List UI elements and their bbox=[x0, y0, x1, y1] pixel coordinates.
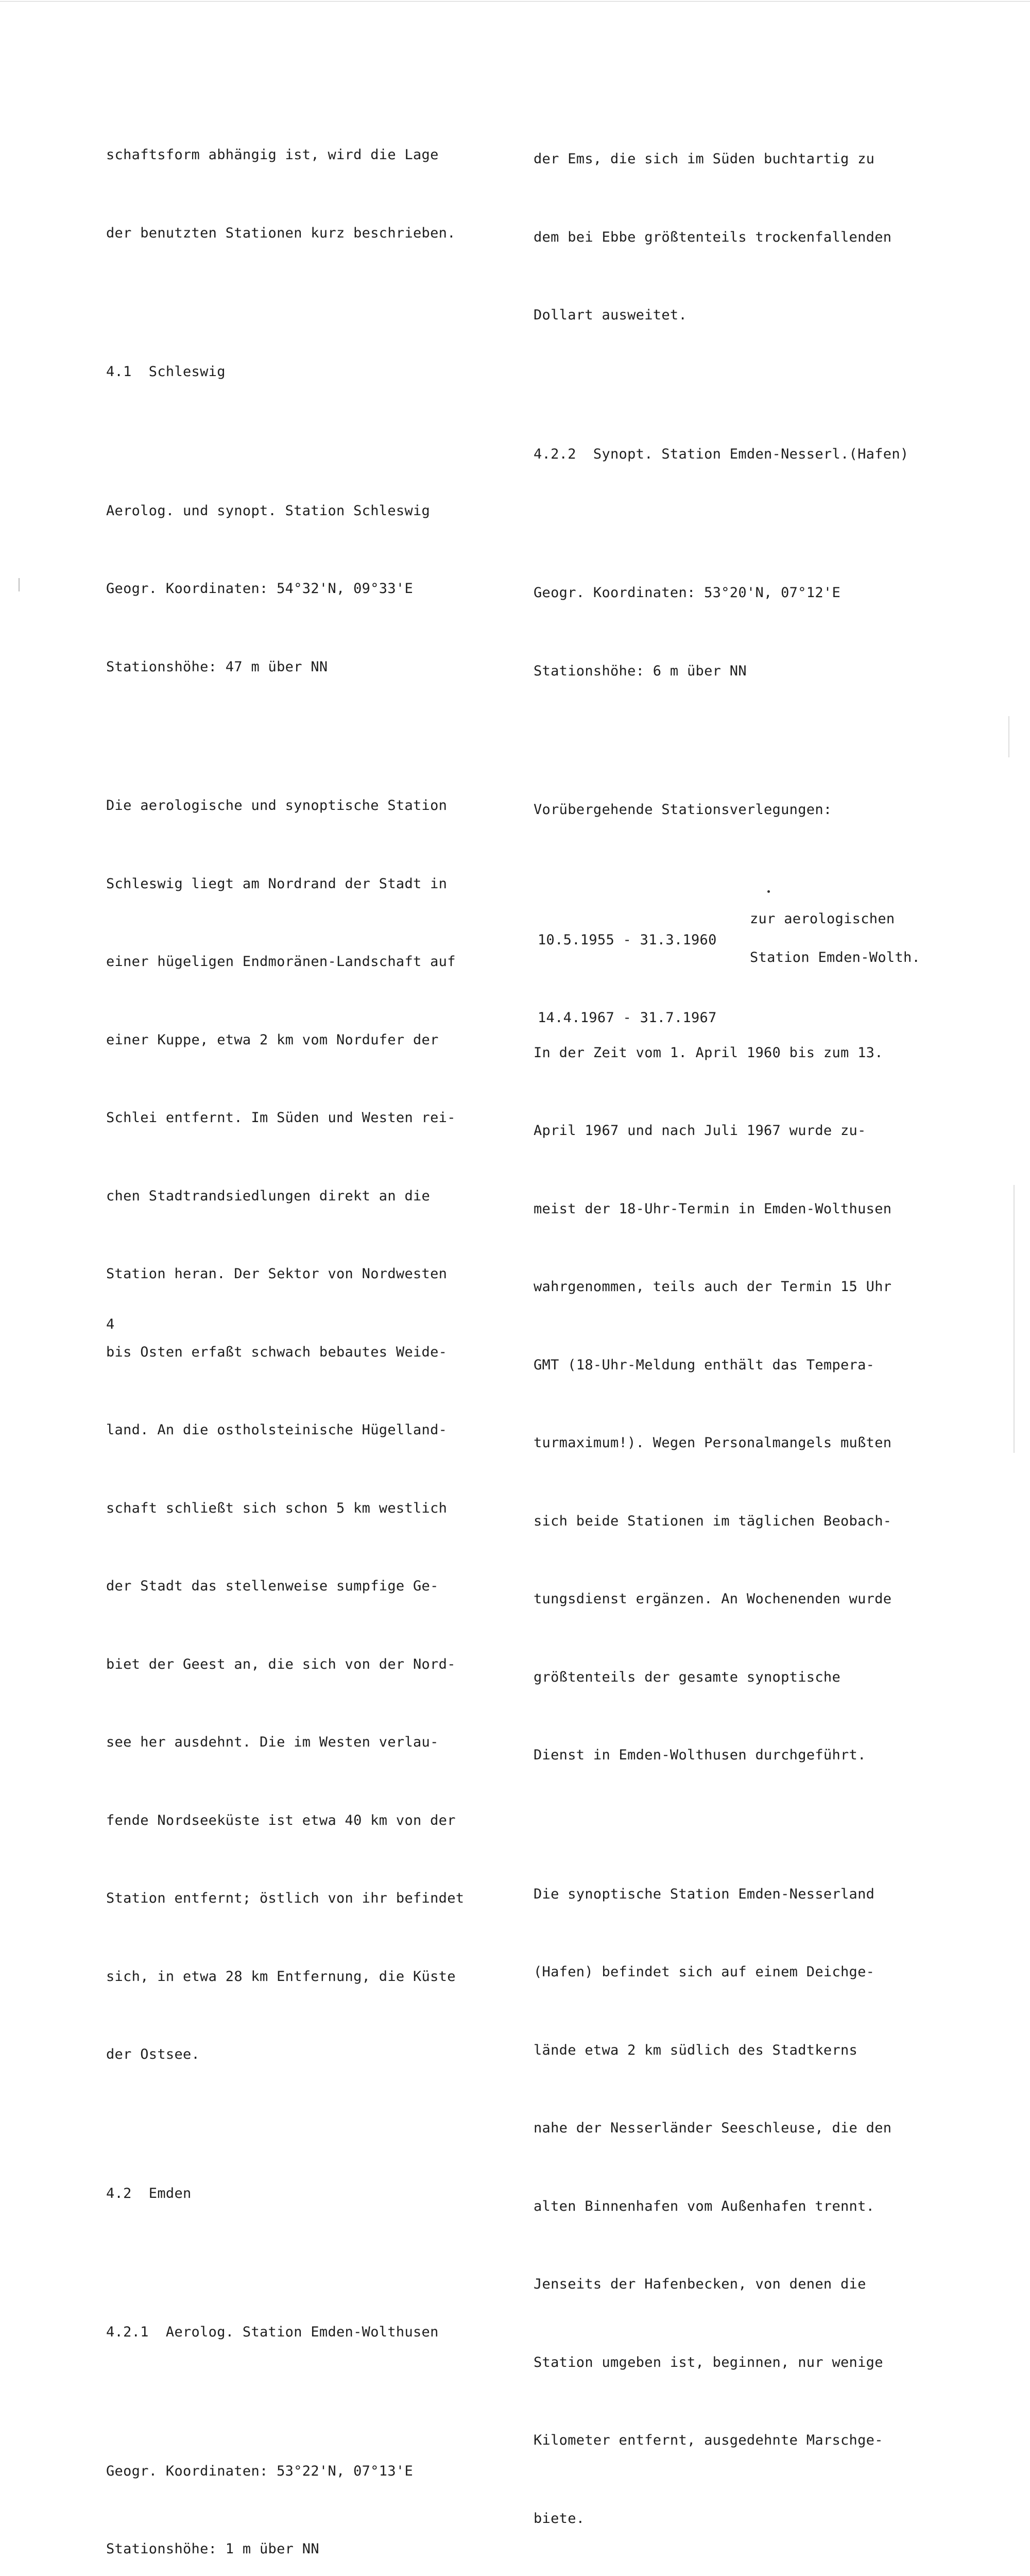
station-coordinates: Geogr. Koordinaten: 53°22'N, 07°13'E bbox=[106, 2463, 413, 2479]
text-line: biet der Geest an, die sich von der Nord- bbox=[106, 1656, 456, 1672]
text-line: turmaximum!). Wegen Personalmangels mußten bbox=[534, 1435, 892, 1451]
scan-margin-mark bbox=[19, 578, 20, 591]
station-info-line: Aerolog. und synopt. Station Schleswig bbox=[106, 502, 431, 519]
text-line: wahrgenommen, teils auch der Termin 15 Uhr bbox=[534, 1279, 892, 1295]
station-height: Stationshöhe: 47 m über NN bbox=[106, 658, 328, 675]
scan-margin-mark bbox=[1014, 1185, 1015, 1453]
text-line: tungsdienst ergänzen. An Wochenenden wurde bbox=[534, 1591, 892, 1607]
text-line: Schleswig liegt am Nordrand der Stadt in bbox=[106, 875, 448, 892]
text-line: biete. bbox=[534, 2510, 585, 2527]
text-line: Jenseits der Hafenbecken, von denen die bbox=[534, 2276, 866, 2292]
station-coordinates: Geogr. Koordinaten: 54°32'N, 09°33'E bbox=[106, 581, 413, 597]
text-line: einer hügeligen Endmoränen-Landschaft auf bbox=[106, 954, 456, 970]
text-line: sich beide Stationen im täglichen Beobach- bbox=[534, 1513, 892, 1529]
relocation-note bbox=[750, 887, 920, 990]
text-line: Station heran. Der Sektor von Nordwesten bbox=[106, 1266, 448, 1282]
section-heading-schleswig: 4.1 Schleswig bbox=[106, 364, 226, 380]
relocation-note-line: zur aerologischen bbox=[750, 910, 895, 927]
text-line: sich, in etwa 28 km Entfernung, die Küste bbox=[106, 1968, 456, 1985]
relocation-date-range: 14.4.1967 - 31.7.1967 bbox=[538, 1010, 717, 1026]
text-line: see her ausdehnt. Die im Westen verlau- bbox=[106, 1734, 439, 1750]
text-line: schaftsform abhängig ist, wird die Lage bbox=[106, 147, 439, 163]
text-line: schaft schließt sich schon 5 km westlich bbox=[106, 1500, 448, 1516]
text-line: alten Binnenhafen vom Außenhafen trennt. bbox=[534, 2198, 875, 2214]
station-height: Stationshöhe: 1 m über NN bbox=[106, 2541, 319, 2557]
relocation-note-line: Station Emden-Wolth. bbox=[750, 949, 921, 965]
text-line: Kilometer entfernt, ausgedehnte Marschge- bbox=[534, 2432, 883, 2448]
text-line: Dienst in Emden-Wolthusen durchgeführt. bbox=[534, 1747, 866, 1763]
text-line: April 1967 und nach Juli 1967 wurde zu- bbox=[534, 1123, 866, 1139]
text-line: Station entfernt; östlich von ihr befindet bbox=[106, 1890, 465, 1906]
text-line: einer Kuppe, etwa 2 km vom Nordufer der bbox=[106, 1031, 439, 1048]
text-line: größtenteils der gesamte synoptische bbox=[534, 1669, 840, 1685]
left-column bbox=[106, 90, 508, 2576]
station-coordinates: Geogr. Koordinaten: 53°20'N, 07°12'E bbox=[534, 585, 840, 601]
text-line: fende Nordseeküste ist etwa 40 km von der bbox=[106, 1812, 456, 1828]
section-heading-emden: 4.2 Emden bbox=[106, 2185, 192, 2201]
text-line: meist der 18-Uhr-Termin in Emden-Wolthusen bbox=[534, 1200, 892, 1217]
text-line: land. An die ostholsteinische Hügelland- bbox=[106, 1422, 448, 1438]
text-line: nahe der Nesserländer Seeschleuse, die den bbox=[534, 2120, 892, 2136]
text-line: der Ostsee. bbox=[106, 2046, 200, 2062]
page-number: 4 bbox=[106, 1316, 115, 1332]
text-line: bis Osten erfaßt schwach bebautes Weide- bbox=[106, 1344, 448, 1360]
relocation-dates bbox=[538, 875, 717, 1083]
text-line: In der Zeit vom 1. April 1960 bis zum 13. bbox=[534, 1044, 883, 1061]
scan-margin-mark bbox=[1008, 716, 1009, 757]
text-line: dem bei Ebbe größtenteils trockenfallenden bbox=[534, 229, 892, 245]
text-line: lände etwa 2 km südlich des Stadtkerns bbox=[534, 2042, 858, 2058]
right-column bbox=[534, 94, 946, 2576]
text-line: GMT (18-Uhr-Meldung enthält das Tempera- bbox=[534, 1357, 875, 1373]
subsection-heading-emden-wolthusen: 4.2.1 Aerolog. Station Emden-Wolthusen bbox=[106, 2324, 439, 2340]
text-line: chen Stadtrandsiedlungen direkt an die bbox=[106, 1188, 431, 1204]
text-line: (Hafen) befindet sich auf einem Deichge- bbox=[534, 1964, 875, 1980]
station-height: Stationshöhe: 6 m über NN bbox=[534, 663, 747, 679]
text-line: Station umgeben ist, beginnen, nur wenige bbox=[534, 2354, 883, 2370]
text-line: der benutzten Stationen kurz beschrieben. bbox=[106, 225, 456, 241]
subsection-heading-emden-nesserland: 4.2.2 Synopt. Station Emden-Nesserl.(Hafen) bbox=[534, 446, 909, 462]
relocation-date-range: 10.5.1955 - 31.3.1960 bbox=[538, 931, 717, 948]
text-line: der Stadt das stellenweise sumpfige Ge- bbox=[106, 1578, 439, 1594]
relocation-block bbox=[534, 875, 946, 1026]
text-line: Die synoptische Station Emden-Nesserland bbox=[534, 1886, 875, 1902]
text-line: Dollart ausweitet. bbox=[534, 307, 687, 323]
text-line: Die aerologische und synoptische Station bbox=[106, 798, 448, 814]
relocation-title: Vorübergehende Stationsverlegungen: bbox=[534, 802, 832, 818]
scan-edge-line bbox=[0, 1, 1030, 2]
text-line: der Ems, die sich im Süden buchtartig zu bbox=[534, 151, 875, 167]
text-line: Schlei entfernt. Im Süden und Westen rei- bbox=[106, 1110, 456, 1126]
